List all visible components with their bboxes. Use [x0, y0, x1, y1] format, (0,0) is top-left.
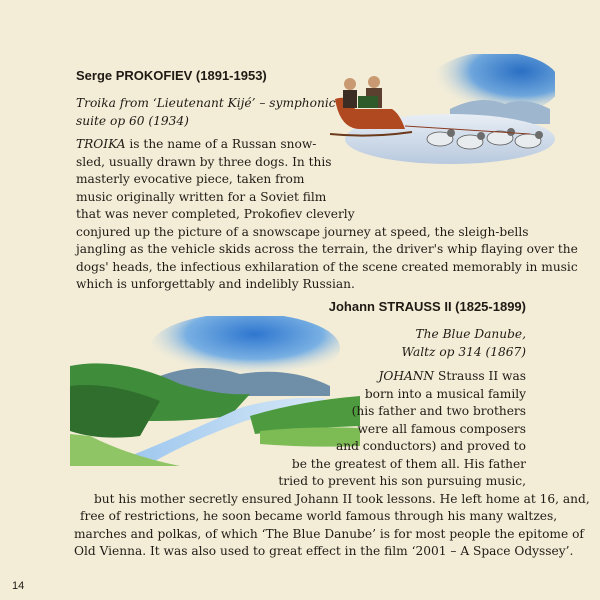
strauss-line: Old Vienna. It was also used to great effect in the film ‘2001 – A Space Odyssey’. — [74, 544, 574, 558]
troika-illustration — [330, 54, 555, 172]
prokofiev-line: music originally written for a Soviet film — [76, 189, 327, 204]
strauss-line: (his father and two brothers — [351, 404, 526, 418]
strauss-line: tried to prevent his son pursuing music, — [278, 474, 526, 488]
prokofiev-line: which is unforgettably and indelibly Russian. — [76, 277, 355, 291]
prokofiev-line: jangling as the vehicle skids across the terrain, the driver's whip flaying over the — [76, 242, 578, 256]
strauss-line: but his mother secretly ensured Johann II took lessons. He left home at 16, and, — [94, 491, 590, 506]
prokofiev-line: dogs' heads, the infectious exhilaration of the scene created memorably in music — [76, 259, 578, 274]
strauss-line-rest: Strauss II was — [434, 369, 526, 383]
prokofiev-line — [76, 136, 316, 154]
strauss-line: born into a musical family — [364, 386, 526, 401]
dropcap-word: JOHANN — [378, 369, 435, 383]
strauss-line: free of restrictions, he soon became world famous through his many waltzes, — [80, 509, 558, 523]
strauss-line: were all famous composers — [357, 421, 526, 436]
prokofiev-line-rest: is the name of a Russan snow- — [125, 137, 317, 151]
strauss-line — [378, 368, 526, 386]
prokofiev-heading: Serge PROKOFIEV (1891-1953) — [76, 68, 267, 83]
prokofiev-line: that was never completed, Prokofiev cleverly — [76, 207, 355, 221]
strauss-line: and conductors) and proved to — [336, 439, 526, 453]
strauss-work-line: The Blue Danube, — [415, 327, 526, 341]
strauss-work-title — [402, 325, 527, 361]
dropcap-word: TROIKA — [76, 137, 126, 151]
prokofiev-line: conjured up the picture of a snowscape journey at speed, the sleigh-bells — [76, 224, 529, 239]
prokofiev-line: sled, usually drawn by three dogs. In this — [76, 154, 332, 169]
prokofiev-work-title: Troika from ‘Lieutenant Kijé’ – symphonic suite op 60 (1934) — [76, 96, 336, 128]
strauss-heading: Johann STRAUSS II (1825-1899) — [328, 299, 526, 314]
danube-illustration — [70, 316, 370, 466]
strauss-work-line: Waltz op 314 (1867) — [401, 345, 526, 359]
strauss-line: marches and polkas, of which ‘The Blue Danube’ is for most people the epitome of — [74, 526, 584, 541]
strauss-line: be the greatest of them all. His father — [291, 456, 526, 471]
prokofiev-line: masterly evocative piece, taken from — [76, 172, 305, 186]
prokofiev-paragraph — [76, 136, 316, 154]
page-number: 14 — [12, 580, 25, 592]
